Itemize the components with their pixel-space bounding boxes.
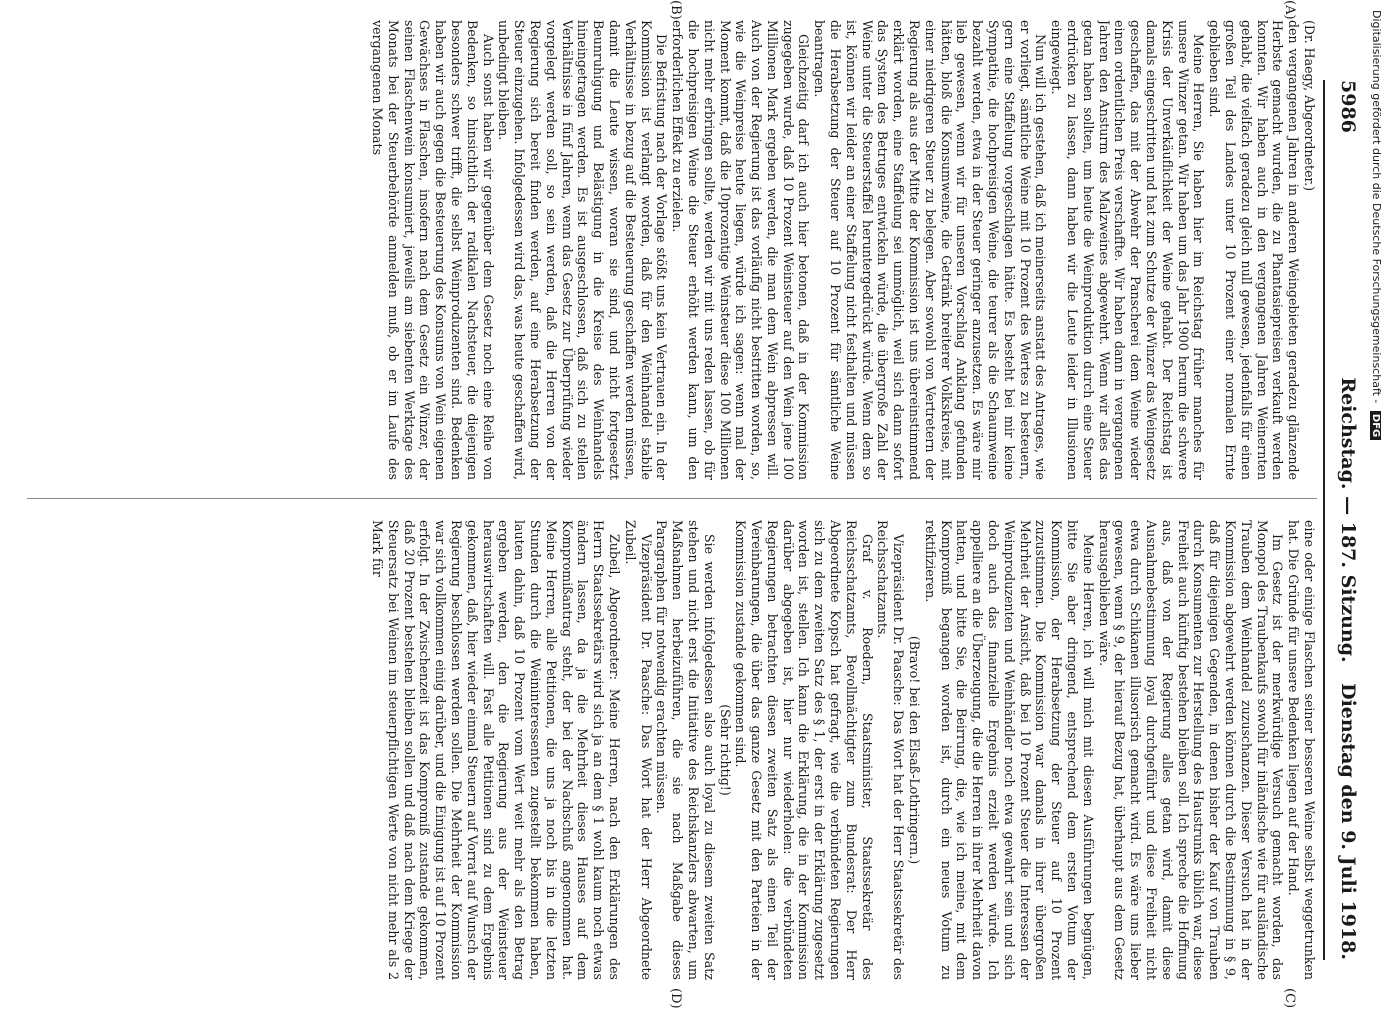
interjection: (Sehr richtig!): [717, 704, 733, 796]
paragraph: Zubeil, Abgeordneter: Meine Herren, nach den Erklärungen des Herrn Staatssekretärs wird sich ja an dem § 1 wohl kaum noch etwas ändern lassen, da ja die Mehrheit dieses Hauses auf dem Kompromißantrag steht, der bei der Nachschuß angenommen hat. Meine Herren, alle Petitionen, die uns ja noch bis in die letzten Stunden durch die Weininteressenten zugestellt bekommen haben, lauten dahin, daß 10 Prozent vom Wert weit mehr als den Betrag ergeben werden, den die Regierung aus der Weinsteuer herauswirtschaften will. Fast alle Petitionen sind zu dem Ergebnis gekommen, daß, hier wieder einmal Steuern auf Vorrat auf Wunsch der Regierung beschlossen werden sollen. Die Mehrheit der Kommission war sich vollkommen einig darüber, und die Einigung ist auf 10 Prozent erfolgt. In der Zwischenzeit ist das Kompromiß zustande gekommen, daß 20 Prozent bestehen bleiben sollen und daß nach dem Kriege der Steuersatz bei Weinen im steuerpflichtigen Werte von nicht mehr als 2 Mark für: [369, 520, 622, 980]
header-rule: [1323, 80, 1325, 960]
paragraph: Auch sonst haben wir gegenüber dem Gesetz noch eine Reihe von Bedenken, so hinsichtlich der radikalen Nachsteuer, die diejenigen besonders schwer trifft, die selbst Weinproduzenten sind. Bedenken haben wir auch gegen die Besteuerung des Konsums von Wein eigenen Gewächses in Flaschen, insofern nach dem Gesetz ein Winzer, der seinen Flaschenwein konsumiert, jeweils am siebenten Werktage des Monats bei der Steuerbehörde anmelden muß, ob er im Laufe des vergangenen Monats: [369, 20, 496, 480]
paragraph: Die Befristung nach der Vorlage stößt uns kein Vertrauen ein. In der Kommission ist verlangt worden, daß für den Weinhandel stabile Verhältnisse in bezug auf die Besteuerung geschaffen werden müssen, damit die Leute wissen, woran sie sind, und nicht fortgesetzt Beunruhigung und Belästigung in die Kreise des Weinhandels hineingetragen werden. Es ist ausgeschlossen, daß sich zu stellen Verhältnisse in fünf Jahren, wenn das Gesetz zur Überprüfung wieder vorgelegt werden soll, so sein werden, daß die Herren von der Regierung sich bereit finden werden, auf eine Herabsetzung der Steuer einzugehen. Infolgedessen wird das, was heute geschaffen wird, unbedingt bleiben.: [496, 20, 670, 480]
paragraph: (Dr. Haegy, Abgeordneter.): [1302, 20, 1317, 192]
paragraph: Gleichzeitig darf ich auch hier betonen, daß in der Kommission zugegeben wurde, daß 10 Prozent Weinsteuer auf den Wein jene 100 Millionen Mark ergeben werden, die man dem Wein abpressen will. Auch von der Regierung ist das vorläufig nicht bestritten worden, so, wie die Weinpreise heute liegen, würde ich sagen: wenn mal der Moment kommt, daß die 10prozentige Weinsteuer diese 100 Millionen nicht mehr erbringen sollte, werden wir mit uns reden lassen, ob für die hochpreisigen Weine die Steuer erhöht werden kann, um den erforderlichen Effekt zu erzielen.: [670, 20, 812, 480]
column-right: [27, 520, 1317, 980]
margin-label-a: (A): [1282, 0, 1297, 20]
paragraph: eine oder einige Flaschen seiner besseren Weine selbst weggetrunken hat. Die Gründe für unsere Bedenken liegen auf der Hand.: [1286, 520, 1317, 980]
paragraph: den vergangenen Jahren in anderen Weingebieten geradezu glänzende Herbste gemacht wurden, die zu Phantasiepreisen verkauft werden konnten. Wir haben auch in den vergangenen Jahren Weinernten gehabt, die vielfach geradezu gleich null gewesen, jedenfalls für einen großen Teil des Landes unter 10 Prozent einer normalen Ernte geblieben sind.: [1207, 20, 1302, 480]
paragraph: Vizepräsident Dr. Paasche: Das Wort hat der Herr Abgeordnete Zubeil.: [622, 520, 654, 980]
paragraph: Sie werden infolgedessen also auch loyal zu diesem zweiten Satz stehen und nicht erst die Initiative des Reichskanzlers abwarten, um Maßnahmen herbeizuführen, die sie nach Maßgabe dieses Paragraphen für notwendig erachten müssen.: [654, 520, 717, 980]
column-left: [27, 20, 1317, 480]
paragraph: Nun will ich gestehen, daß ich meinerseits anstatt des Antrages, wie er vorliegt, sämtliche Weine mit 10 Prozent des Wertes zu besteuern, gern eine Staffelung vorgeschlagen hätte. Es besteht bei mir keine Sympathie, die hochpreisigen Weine, die teurer als die Schaumweine bezahlt werden, etwa in der Steuer geringer anzusetzen. Es wäre mir lieb gewesen, wenn wir für unseren Vorschlag Anklang gefunden hätten, bloß die Konsumweine, die Getränk breiterer Volkskreise, mit einer niedrigeren Steuer zu belegen. Aber sowohl von Vertretern der Regierung als aus der Mitte der Kommission ist uns übereinstimmend erklärt worden, eine Staffelung sei unmöglich, weil sich dann sofort das System des Betruges entwickeln würde, die übergroße Zahl der Weine unter die Steuerstaffel heruntergedrückt würde. Wenn dem so ist, können wir leider an einer Staffelung nicht festhalten und müssen die Herabsetzung der Steuer auf 10 Prozent für sämtliche Weine beantragen.: [812, 20, 1049, 480]
paragraph: Meine Herren, ich will mich mit diesen Ausführungen begnügen, bitte Sie aber dringend, entsprechend dem ersten Votum der Kommission, der Herabsetzung der Steuer auf 10 Prozent zuzustimmen. Die Kommission war damals in ihrer übergroßen Mehrheit der Ansicht, daß bei 10 Prozent Steuer die Interessen der Weinproduzenten und Weinhändler noch etwa gewahrt sein und sich doch auch das finanzielle Ergebnis erzielt werden würde. Ich appelliere an die Überzeugung, die die Herren in ihrer Mehrheit davon hatten, und bitte Sie, die Beirrung, die, wie ich meine, mit dem Kompromiß begangen worden ist, durch ein neues Votum zu rektifizieren.: [922, 520, 1096, 980]
credit-text: Digitalisierung gefördert durch die Deutsche Forschungsgemeinschaft -: [1370, 10, 1383, 404]
paragraph: Meine Herren, Sie haben hier im Reichstag früher manches für unsere Winzer getan. Wir haben um das Jahr 1900 herum die schwere Krisis der Unverkäuflichkeit der Weine gehabt. Der Reichstag ist damals eingeschritten und hat zum Schutze der Winzer das Weingesetz geschaffen, das mit der Abwehr der Panscherei dem Weine wieder einen ordentlichen Preis verschaffte. Wir haben dann in vergangenen Jahren den Ansturm des Malzweines abgewehrt. Wenn wir alles das getan haben sollten, um heute die Weinproduktion durch eine Steuer erdrücken zu lassen, dann haben wir die Leute leider in Illusionen eingewiegt.: [1049, 20, 1207, 480]
margin-label-c: (C): [1282, 988, 1297, 1009]
dfg-badge: DFG: [1370, 411, 1381, 440]
interjection: (Bravo! bei den Elsaß-Lothringern.): [907, 635, 923, 865]
header-date: Dienstag den 9. Juli 1918.: [1337, 683, 1359, 960]
page-number: 5986: [1337, 80, 1359, 133]
margin-label-b: (B): [668, 0, 683, 20]
page-header: [1329, 80, 1359, 960]
paragraph: Graf v. Roedern, Staatsminister, Staatssekretär des Reichsschatzamts, Bevollmächtigter zum Bundesrat: Der Herr Abgeordnete Kopsch hat gefragt, wie die verbündeten Regierungen sich zu dem zweiten Satz des § 1, der erst in der Erklärung zugesetzt worden ist, stellen. Ich kann die Erklärung, die in der Kommission darüber abgegeben ist, hier nur wiederholen: die verbündeten Regierungen betrachten diesen zweiten Satz als einen Teil der Vereinbarungen, die über das ganze Gesetz mit den Parteien in der Kommission zustande gekommen sind.: [733, 520, 875, 980]
paragraph: Vizepräsident Dr. Paasche: Das Wort hat der Herr Staatssekretär des Reichsschatzamts.: [875, 520, 907, 980]
margin-label-d: (D): [668, 988, 683, 1009]
column-divider: [27, 498, 1317, 499]
header-title: Reichstag. — 187. Sitzung.: [1337, 377, 1359, 663]
digitization-credit: [1371, 10, 1383, 990]
paragraph: Im Gesetz ist der merkwürdige Versuch gemacht worden, das Monopol des Traubenkaufs sowohl für inländische wie für ausländische Trauben dem Weinhandel zuzuschanzen. Dieser Versuch hat in der Kommission abgewehrt werden können durch die Bestimmung in § 9, daß für diejenigen Gegenden, in denen bisher der Kauf von Trauben durch Konsumenten zur Herstellung des Haustrunks üblich war, diese Freiheit auch künftig bestehen bleiben soll. Ich spreche die Hoffnung aus, daß von der Regierung alles getan wird, damit diese Ausnahmebestimmung loyal durchgeführt und diese Freiheit nicht etwa durch Schikanen illusorisch gemacht wird. Es wäre uns lieber gewesen, wenn § 9, der hierauf Bezug hat, überhaupt aus dem Gesetz herausgeblieben wäre.: [1096, 520, 1286, 980]
